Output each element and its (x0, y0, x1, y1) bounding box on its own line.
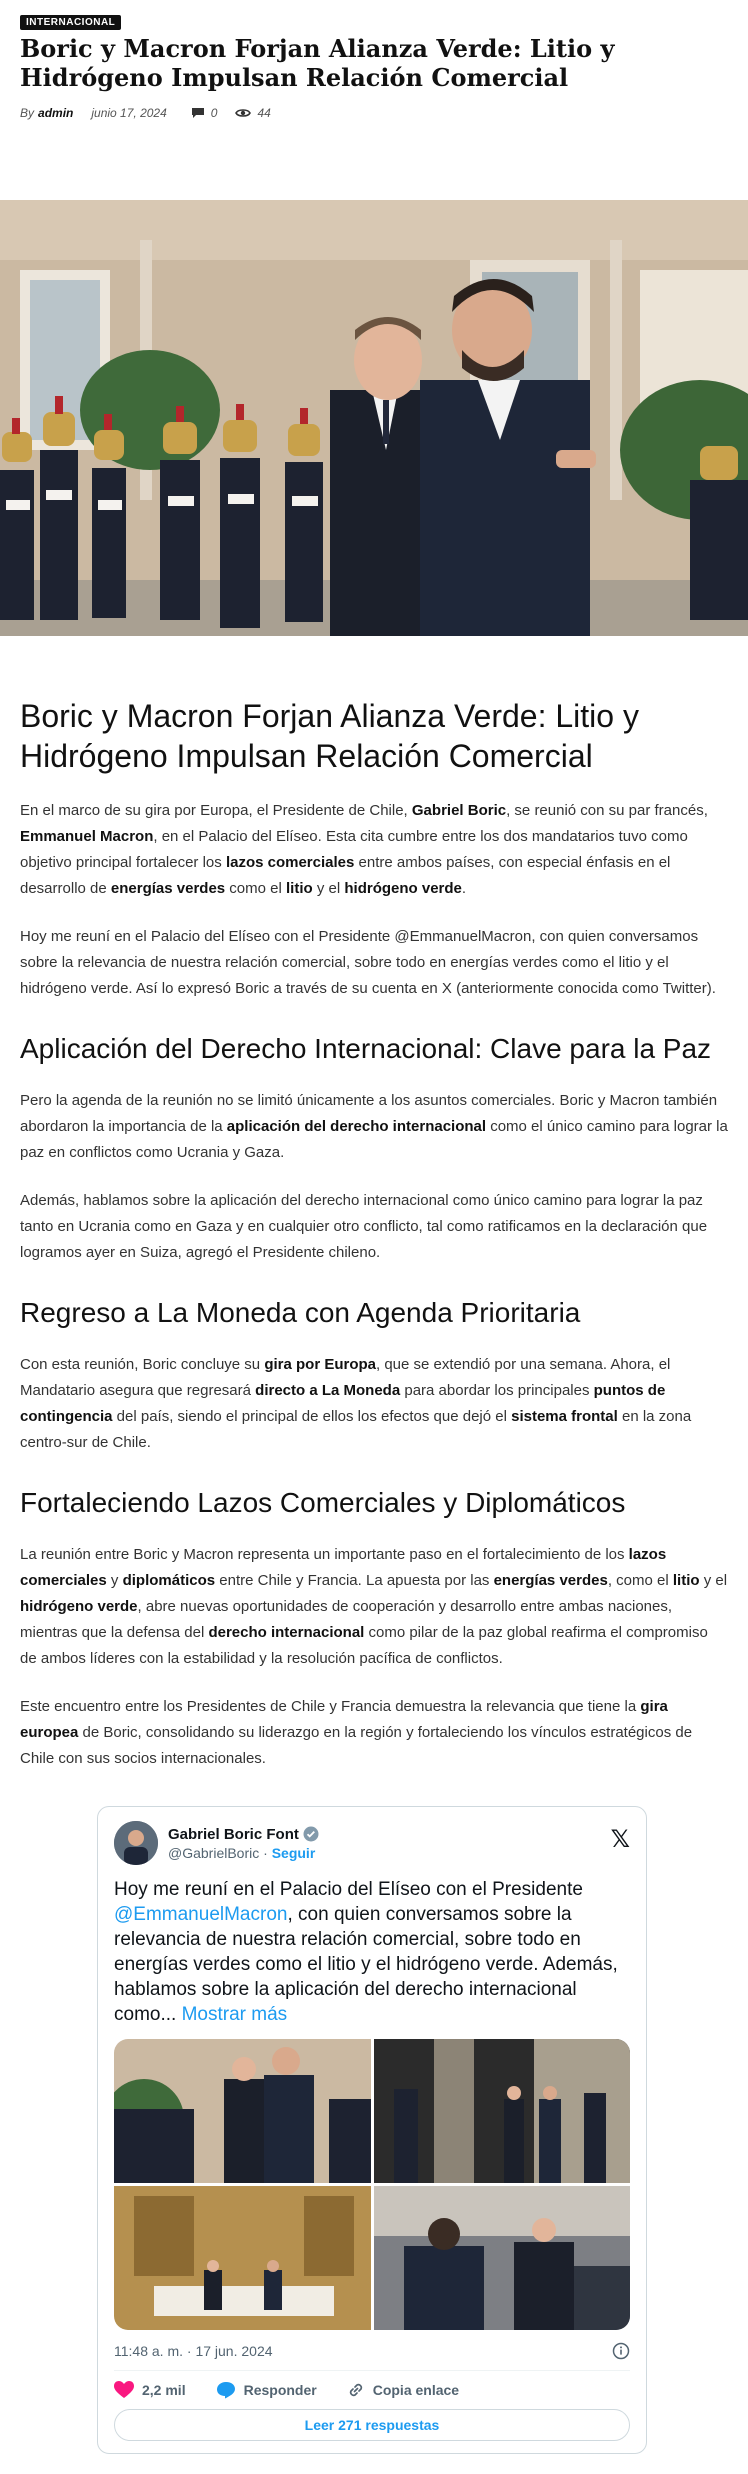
paragraph-1: En el marco de su gira por Europa, el Presidente de Chile, Gabriel Boric, se reunió con su par francés, Emmanuel Macron, en el Palacio del Elíseo. Esta cita cumbre entre los dos mandatarios tuvo como objetivo principal fortalecer los lazos comerciales entre ambos países, con especial énfasis en el desarrollo de energías verdes como el litio y el hidrógeno verde. (20, 802, 708, 897)
embedded-tweet[interactable] (97, 1806, 647, 2454)
category-badge[interactable]: INTERNACIONAL (20, 15, 121, 30)
author-link[interactable]: admin (38, 106, 74, 120)
heading-lazos-comerciales: Fortaleciendo Lazos Comerciales y Diplomáticos (20, 1487, 626, 1518)
hero-photo-illustration (0, 200, 748, 636)
heading-regreso-moneda: Regreso a La Moneda con Agenda Prioritaria (20, 1297, 581, 1328)
reply-bubble-icon (216, 2381, 236, 2399)
tweet-handle[interactable]: @GabrielBoric (168, 1844, 260, 1861)
tweet-photo-2[interactable] (374, 2039, 631, 2183)
comment-count[interactable]: 0 (210, 106, 218, 120)
tweet-handle-line (168, 1845, 319, 1861)
show-more-link[interactable]: Mostrar más (181, 2004, 288, 2025)
tweet-text: Hoy me reuní en el Palacio del Elíseo con el Presidente @EmmanuelMacron, con quien conversamos sobre la relevancia de nuestra relación comercial, sobre todo en energías verdes como el litio y el hidrógeno verde. Además, hablamos sobre la aplicación del derecho internacional como... Mostrar más (114, 1879, 618, 2025)
article-title: Boric y Macron Forjan Alianza Verde: Litio y Hidrógeno Impulsan Relación Comercial (20, 698, 639, 774)
tweet-header (114, 1821, 630, 1865)
tweet-media-grid (114, 2039, 630, 2330)
like-button[interactable]: 2,2 mil (114, 2381, 186, 2399)
by-label: By (20, 106, 35, 120)
post-title: Boric y Macron Forjan Alianza Verde: Litio y Hidrógeno Impulsan Relación Comercial (20, 34, 615, 92)
heart-icon (114, 2381, 134, 2399)
read-replies-button[interactable]: Leer 271 respuestas (114, 2409, 630, 2441)
paragraph-4: Además, hablamos sobre la aplicación del derecho internacional como único camino para lograr la paz tanto en Ucrania como en Gaza y en cualquier otro conflicto, tal como ratificamos en la declaración que logramos ayer en Suiza, agregó el Presidente chileno. (20, 1192, 708, 1261)
post-header (0, 0, 748, 200)
paragraph-6: La reunión entre Boric y Macron representa un importante paso en el fortalecimiento de los lazos comerciales y diplomáticos entre Chile y Francia. La apuesta por las energías verdes, como el litio y el hidrógeno verde, abre nuevas oportunidades de cooperación y desarrollo entre ambas naciones, mientras que la defensa del derecho internacional como pilar de la paz global reafirma el compromiso de ambos líderes con la estabilidad y la resolución pacífica de conflictos. (20, 1546, 728, 1667)
info-icon[interactable] (612, 2342, 630, 2360)
heading-derecho-internacional: Aplicación del Derecho Internacional: Clave para la Paz (20, 1033, 712, 1064)
eye-icon (235, 107, 251, 119)
avatar[interactable] (114, 1821, 158, 1865)
tweet-timestamp-row (114, 2342, 630, 2371)
view-count: 44 (257, 106, 271, 120)
tweet-author-block (168, 1826, 319, 1861)
paragraph-2: Hoy me reuní en el Palacio del Elíseo con el Presidente @EmmanuelMacron, con quien conversamos sobre la relevancia de nuestra relación comercial, sobre todo en energías verdes como el litio y el hidrógeno verde. Así lo expresó Boric a través de su cuenta en X (anteriormente conocida como Twitter). (20, 928, 716, 997)
paragraph-7: Este encuentro entre los Presidentes de Chile y Francia demuestra la relevancia que tiene la gira europea de Boric, consolidando su liderazgo en la región y fortaleciendo los vínculos estratégicos de Chile con sus socios internacionales. (20, 1698, 693, 1767)
post-date: junio 17, 2024 (91, 106, 167, 120)
hero-image (0, 200, 748, 636)
paragraph-3: Pero la agenda de la reunión no se limitó únicamente a los asuntos comerciales. Boric y Macron también abordaron la importancia de la aplicación del derecho internacional como el único camino para lograr la paz en conflictos como Ucrania y Gaza. (20, 1092, 728, 1161)
copy-link-button[interactable]: Copia enlace (347, 2381, 459, 2399)
tweet-timestamp[interactable]: 11:48 a. m. · 17 jun. 2024 (114, 2343, 273, 2359)
article-body (0, 696, 748, 1772)
comment-icon[interactable] (191, 107, 205, 119)
mention-link[interactable]: @EmmanuelMacron (114, 1904, 288, 1925)
post-meta (20, 106, 728, 120)
tweet-photo-3[interactable] (114, 2186, 371, 2330)
tweet-photo-1[interactable] (114, 2039, 371, 2183)
reply-button[interactable]: Responder (216, 2381, 317, 2399)
x-logo-icon[interactable]: 𝕏 (610, 1826, 630, 1853)
tweet-actions (114, 2381, 630, 2399)
verified-icon (303, 1826, 319, 1842)
tweet-handle-separator: · (263, 1844, 268, 1861)
paragraph-5: Con esta reunión, Boric concluye su gira por Europa, que se extendió por una semana. Ahora, el Mandatario asegura que regresará directo a La Moneda para abordar los principales puntos de contingencia del país, siendo el principal de ellos los efectos que dejó el sistema frontal en la zona centro-sur de Chile. (20, 1356, 692, 1451)
follow-button[interactable]: Seguir (271, 1844, 316, 1861)
link-icon (347, 2381, 365, 2399)
tweet-author-name[interactable]: Gabriel Boric Font (168, 1826, 319, 1843)
tweet-photo-4[interactable] (374, 2186, 631, 2330)
